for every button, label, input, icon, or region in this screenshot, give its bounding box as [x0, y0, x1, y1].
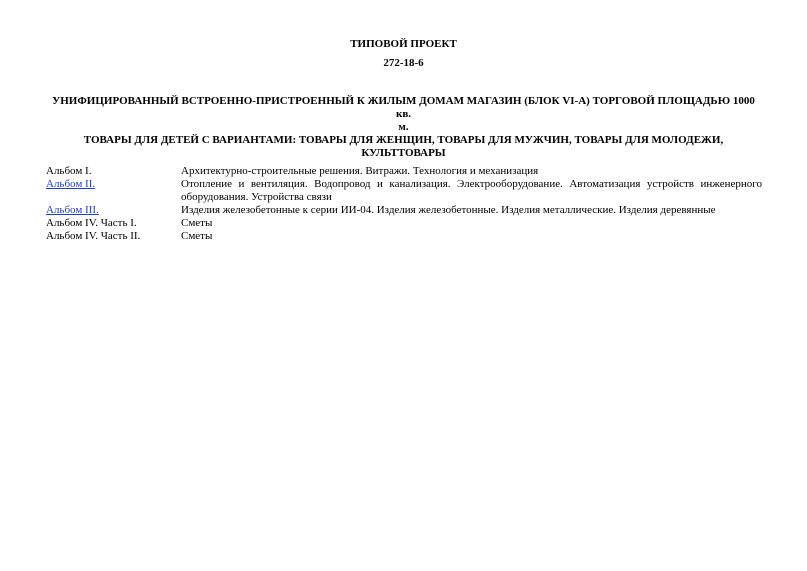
- project-title-line-3: ТОВАРЫ ДЛЯ ДЕТЕЙ С ВАРИАНТАМИ: ТОВАРЫ ДЛЯ ЖЕНЩИН, ТОВАРЫ ДЛЯ МУЖЧИН, ТОВАРЫ ДЛЯ МОЛОДЕЖИ,: [83, 134, 724, 146]
- project-type-heading: ТИПОВОЙ ПРОЕКТ: [350, 38, 457, 50]
- album-link[interactable]: Альбом II.: [46, 178, 96, 190]
- album-link[interactable]: Альбом III.: [46, 204, 99, 216]
- album-description: Сметы: [181, 217, 213, 229]
- album-row: [46, 178, 762, 204]
- album-row: [46, 217, 762, 230]
- album-description: Архитектурно-строительные решения. Витражи. Технология и механизация: [181, 165, 539, 177]
- project-title-line-2: м.: [398, 121, 409, 133]
- project-code-heading: 272-18-6: [383, 57, 424, 69]
- album-label: Альбом I.: [46, 165, 92, 177]
- project-title: [44, 95, 763, 160]
- album-label: Альбом IV. Часть I.: [46, 217, 137, 229]
- album-description: Отопление и вентиляция. Водопровод и канализация. Электрооборудование. Автоматизация устройств инженерного оборудования. Устройства связи: [181, 178, 762, 203]
- album-row: [46, 204, 762, 217]
- album-label: Альбом IV. Часть II.: [46, 230, 141, 242]
- album-row: [46, 230, 762, 243]
- album-row: [46, 165, 762, 178]
- project-title-line-1: УНИФИЦИРОВАННЫЙ ВСТРОЕННО-ПРИСТРОЕННЫЙ К ЖИЛЫМ ДОМАМ МАГАЗИН (БЛОК VI-А) ТОРГОВОЙ ПЛОЩАДЬЮ 1000 кв.: [52, 95, 755, 120]
- project-title-line-4: КУЛЬТТОВАРЫ: [361, 147, 446, 159]
- album-description: Изделия железобетонные к серии ИИ-04. Изделия железобетонные. Изделия металлические. Изделия деревянные: [181, 204, 716, 216]
- album-list: [46, 165, 762, 243]
- album-description: Сметы: [181, 230, 213, 242]
